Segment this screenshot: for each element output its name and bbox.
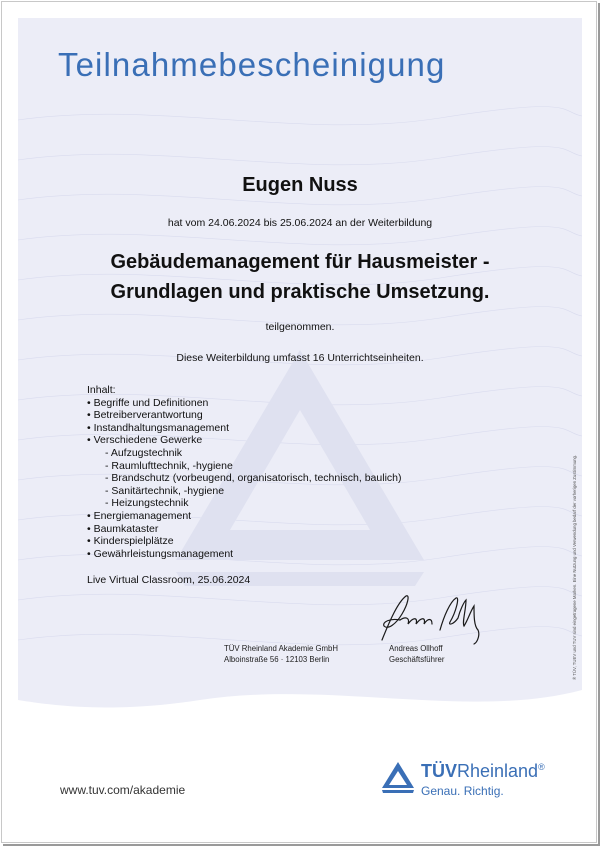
course-contents xyxy=(87,384,402,560)
contents-item: • Verschiedene Gewerke xyxy=(87,434,203,447)
contents-item: • Begriffe und Definitionen xyxy=(87,396,209,409)
course-title-line-1: Gebäudemanagement für Hausmeister - xyxy=(110,251,490,273)
contents-subitem: - Raumlufttechnik, -hygiene xyxy=(105,459,233,472)
signature xyxy=(370,590,490,648)
contents-item: • Betreiberverantwortung xyxy=(87,409,203,422)
course-title xyxy=(0,247,600,307)
contents-subitem: - Aufzugstechnik xyxy=(105,446,183,459)
certificate-title: Teilnahmebescheinigung xyxy=(58,46,446,83)
participant-name: Eugen Nuss xyxy=(242,174,358,196)
contents-item: • Energiemanagement xyxy=(87,509,192,522)
contents-heading: Inhalt: xyxy=(87,384,116,396)
brand-name-rest: Rheinland xyxy=(457,761,539,781)
contents-subitem: - Sanitärtechnik, -hygiene xyxy=(105,484,225,497)
issuer-name: TÜV Rheinland Akademie GmbH xyxy=(224,644,338,653)
brand-name-bold: TÜV xyxy=(421,761,457,781)
course-title-line-2: Grundlagen und praktische Umsetzung. xyxy=(110,281,490,303)
contents-subitem: - Brandschutz (vorbeugend, organisatorisch, technisch, baulich) xyxy=(105,472,402,485)
place-and-date: Live Virtual Classroom, 25.06.2024 xyxy=(87,574,251,586)
registered-mark: ® xyxy=(538,762,545,772)
brand-slogan: Genau. Richtig. xyxy=(421,784,504,798)
participated-text: teilgenommen. xyxy=(265,321,335,333)
tuv-triangle-logo-icon xyxy=(380,760,416,794)
contents-item: • Instandhaltungsmanagement xyxy=(87,421,230,434)
footer-url[interactable]: www.tuv.com/akademie xyxy=(60,783,186,797)
contents-item: • Kinderspielplätze xyxy=(87,535,174,548)
issuer-address: Alboinstraße 56 · 12103 Berlin xyxy=(224,655,330,664)
contents-item: • Baumkataster xyxy=(87,522,159,535)
participation-period: hat vom 24.06.2024 bis 25.06.2024 an der Weiterbildung xyxy=(167,217,433,229)
signatory-name: Andreas Ollhoff xyxy=(389,644,443,653)
signatory-role: Geschäftsführer xyxy=(389,655,445,664)
brand-name xyxy=(421,761,545,782)
signatory xyxy=(389,643,444,665)
course-scope: Diese Weiterbildung umfasst 16 Unterrichtseinheiten. xyxy=(176,352,424,364)
contents-subitem: - Heizungstechnik xyxy=(105,497,189,510)
issuer-organization xyxy=(224,643,338,665)
trademark-note: ® TÜV, TUEV und TUV sind eingetragene Marken. Eine Nutzung und Verwendung bedarf der vorherigen Zustimmung. xyxy=(572,454,577,680)
contents-item: • Gewährleistungsmanagement xyxy=(87,547,234,560)
